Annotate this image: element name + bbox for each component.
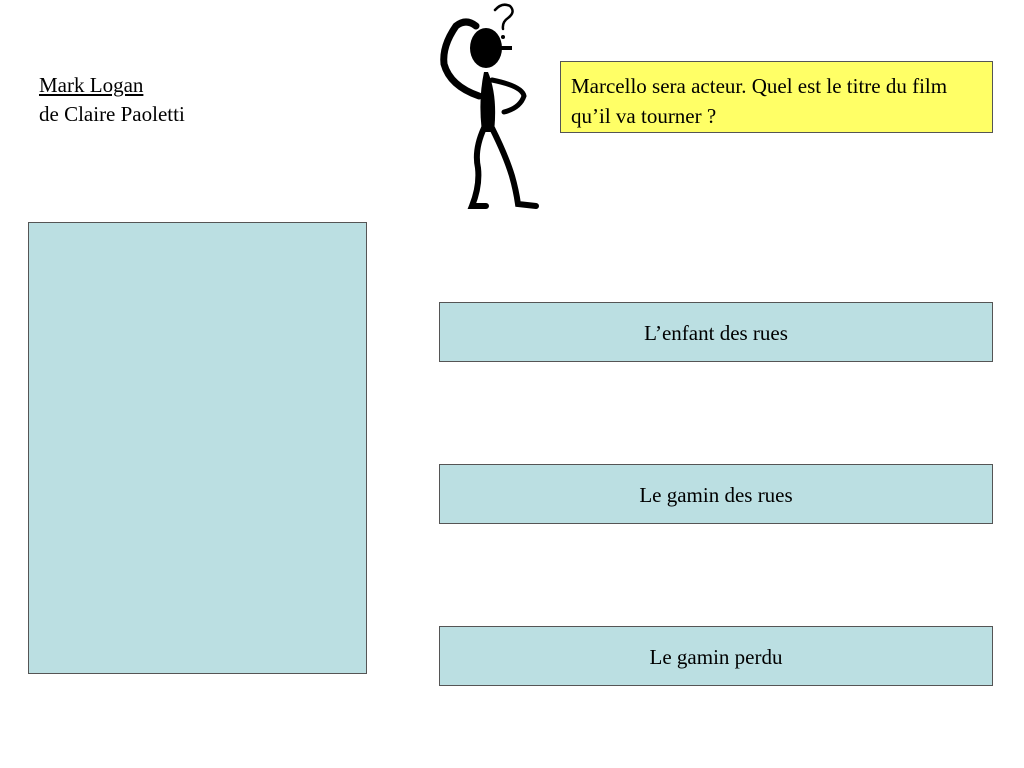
book-author: de Claire Paoletti — [39, 102, 185, 126]
book-title: Mark Logan — [39, 73, 144, 97]
answer-option-2[interactable]: Le gamin des rues — [439, 464, 993, 524]
answer-option-1[interactable]: L’enfant des rues — [439, 302, 993, 362]
question-text: Marcello sera acteur. Quel est le titre du film qu’il va tourner ? — [571, 74, 948, 128]
thinking-stick-figure-icon — [432, 0, 544, 212]
question-mark-icon — [495, 5, 513, 29]
book-info — [39, 71, 185, 129]
image-panel — [28, 222, 367, 674]
answer-option-3[interactable]: Le gamin perdu — [439, 626, 993, 686]
question-box — [560, 61, 993, 133]
